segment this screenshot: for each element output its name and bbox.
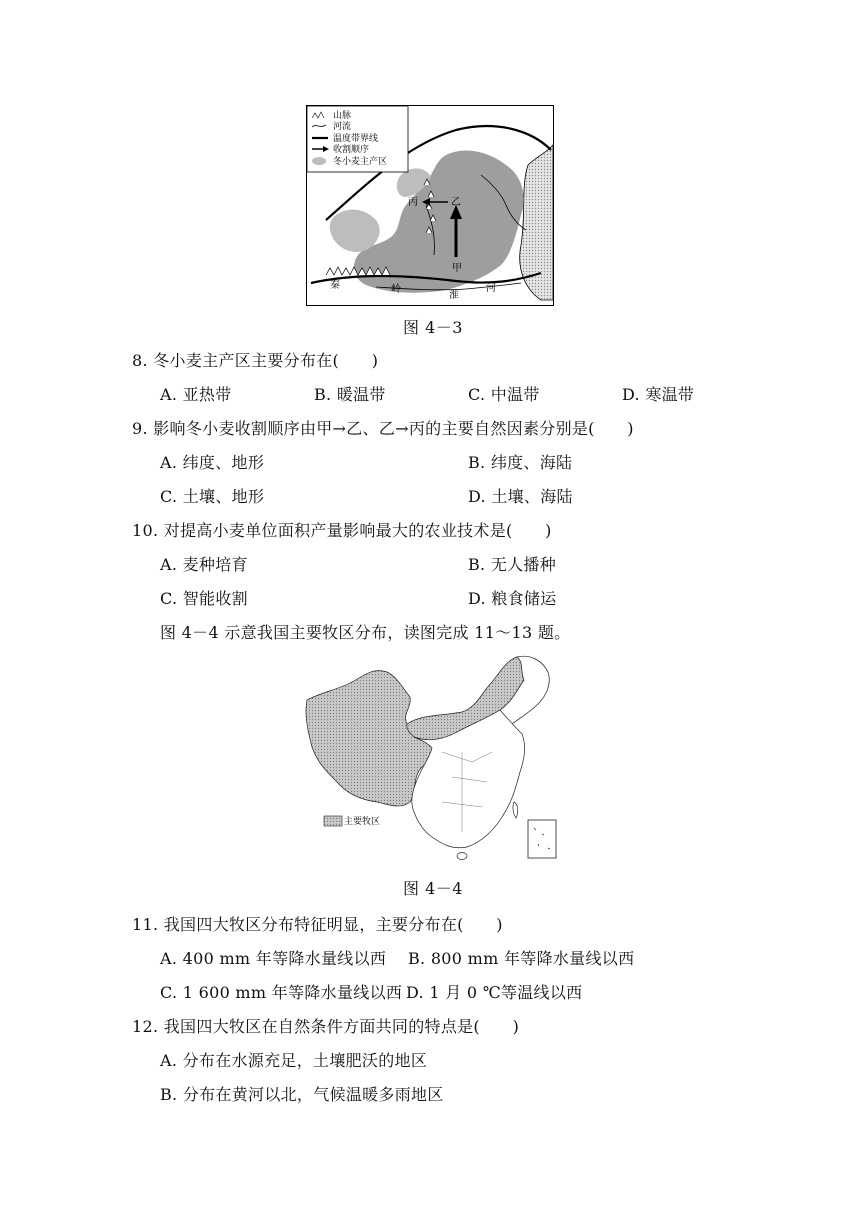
question-10-stem: 10. 对提高小麦单位面积产量影响最大的农业技术是( ): [132, 521, 552, 540]
q9-option-d: D. 土壤、海陆: [468, 487, 573, 506]
label-yi: 乙: [451, 197, 461, 208]
q12-option-b: B. 分布在黄河以北，气候温暖多雨地区: [160, 1085, 444, 1104]
q10-option-c: C. 智能收割: [160, 589, 248, 608]
pastoral-legend: [324, 815, 380, 827]
figure-4-4-intro: 图 4－4 示意我国主要牧区分布，读图完成 11～13 题。: [160, 623, 571, 642]
q9-option-c: C. 土壤、地形: [160, 487, 265, 506]
figure-4-3-caption: 图 4－3: [403, 318, 463, 337]
q11-option-b: B. 800 mm 年等降水量线以西: [408, 949, 635, 968]
q11-option-a: A. 400 mm 年等降水量线以西: [160, 949, 387, 968]
south-china-sea-inset: [528, 820, 556, 858]
legend-pastoral-area: 主要牧区: [344, 817, 381, 827]
label-qin: 秦: [330, 280, 340, 291]
q8-option-b: B. 暖温带: [314, 385, 386, 404]
question-11-stem: 11. 我国四大牧区分布特征明显，主要分布在( ): [132, 915, 503, 934]
label-ling: 岭: [391, 284, 401, 295]
figure-4-4-map: [302, 652, 558, 864]
figure-4-4-caption: 图 4－4: [403, 879, 463, 898]
pastoral-area-legend-icon: [324, 816, 342, 826]
figure-4-3-map: [306, 105, 554, 306]
legend-harvest: 收割顺序: [333, 145, 370, 155]
hainan-outline: [457, 853, 467, 860]
label-he: 河: [486, 283, 496, 294]
question-12-stem: 12. 我国四大牧区在自然条件方面共同的特点是( ): [132, 1017, 520, 1036]
q11-option-d: D. 1 月 0 ℃等温线以西: [406, 983, 583, 1002]
q10-option-b: B. 无人播种: [468, 555, 557, 574]
legend-belt-line: 温度带界线: [333, 134, 379, 144]
legend-wheat-area: 冬小麦主产区: [333, 157, 388, 167]
legend: [307, 106, 408, 172]
label-bing: 丙: [408, 197, 418, 208]
legend-river: 河流: [333, 122, 352, 132]
q12-option-a: A. 分布在水源充足，土壤肥沃的地区: [160, 1051, 428, 1070]
label-huai: 淮: [449, 290, 459, 301]
q9-option-a: A. 纬度、地形: [160, 453, 265, 472]
q8-option-d: D. 寒温带: [622, 385, 695, 404]
q8-option-c: C. 中温带: [468, 385, 540, 404]
question-8-stem: 8. 冬小麦主产区主要分布在( ): [132, 351, 379, 370]
taiwan-outline: [513, 802, 518, 818]
winter-wheat-map: [306, 105, 554, 306]
q11-option-c: C. 1 600 mm 年等降水量线以西: [160, 983, 403, 1002]
question-9-stem: 9. 影响冬小麦收割顺序由甲→乙、乙→丙的主要自然因素分别是( ): [132, 419, 634, 438]
legend-mountain: 山脉: [333, 111, 352, 121]
q10-option-d: D. 粮食储运: [468, 589, 557, 608]
pastoral-areas-map: [302, 652, 558, 864]
q9-option-b: B. 纬度、海陆: [468, 453, 573, 472]
q10-option-a: A. 麦种培育: [160, 555, 248, 574]
q8-option-a: A. 亚热带: [160, 385, 232, 404]
wheat-area-legend-icon: [312, 157, 326, 165]
label-jia: 甲: [452, 263, 462, 274]
